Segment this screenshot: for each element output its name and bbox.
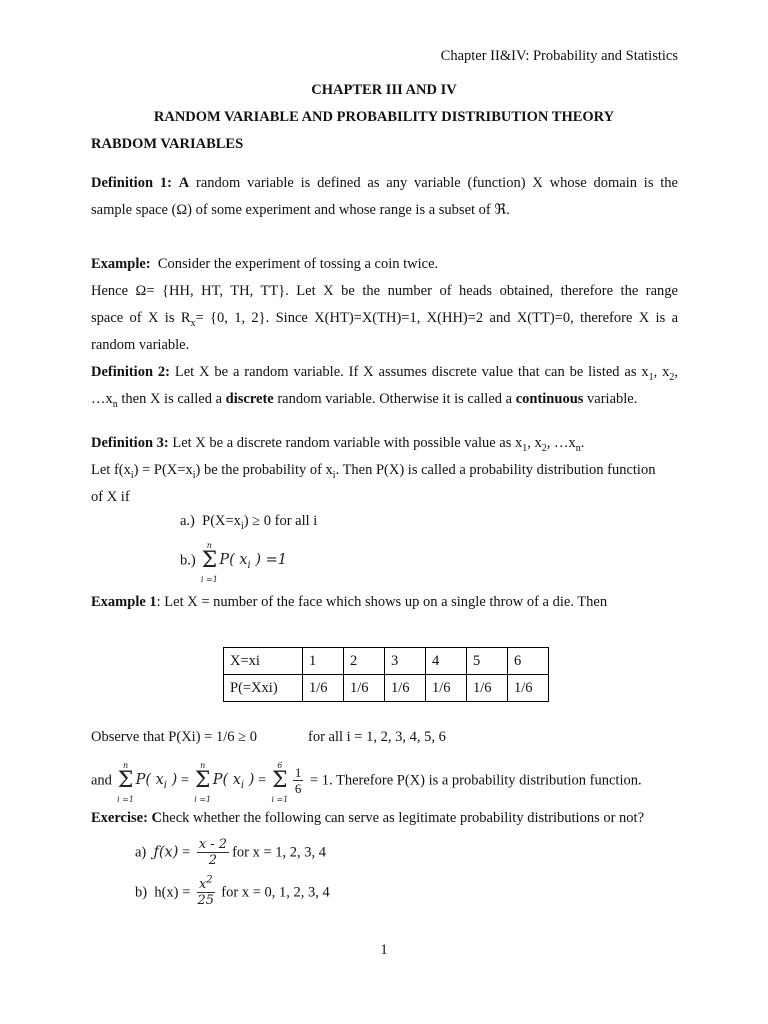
px-term <box>135 772 178 792</box>
example-line-3: random variable. <box>91 337 190 353</box>
numerator-x: x <box>198 877 207 892</box>
running-header: Chapter II&IV: Probability and Statistics <box>440 48 678 64</box>
def3-sub-i-2: i <box>192 469 196 481</box>
def3-sub-2: 2 <box>541 442 547 454</box>
condition-b-label: b.) <box>180 552 196 569</box>
definition-1-label: Definition 1: <box>91 175 172 191</box>
exercise-b-fraction <box>197 874 215 909</box>
def2-continuous: continuous <box>515 391 584 407</box>
example-text: Consider the experiment of tossing a coin twice. <box>157 256 439 272</box>
observe-line: Observe that P(Xi) = 1/6 ≥ 0 <box>91 729 257 745</box>
example-rx-subscript: x <box>190 317 196 329</box>
def2-text-2a: …x <box>91 391 113 407</box>
definition-3-line-1 <box>91 430 678 457</box>
sum-upper-limit: n <box>206 541 212 550</box>
table-cell: 6 <box>508 648 549 675</box>
def2-text-2b: then X is called a <box>117 391 226 407</box>
def2-discrete: discrete <box>225 391 274 407</box>
exercise-a-domain: for x = 1, 2, 3, 4 <box>232 844 327 861</box>
sum-expr-sub: i <box>247 560 251 572</box>
table-cell: X=xi <box>224 648 303 675</box>
def3-sep-2: , …x <box>546 435 576 451</box>
table-cell: 5 <box>467 648 508 675</box>
table-cell: 2 <box>344 648 385 675</box>
sum-lower-limit: i =1 <box>200 575 218 584</box>
definition-3-line-3: of X if <box>91 489 130 505</box>
example-1-text: : Let X = number of the face which shows up on a single throw of a die. Then <box>156 594 608 610</box>
definition-1-line-1 <box>91 170 678 197</box>
sum-expr-text: P( x <box>219 552 248 569</box>
exercise-a <box>135 837 326 869</box>
summation-symbol: n Σ i =1 <box>194 761 212 804</box>
summation-symbol: 6 Σ i =1 <box>271 761 289 804</box>
exercise-text: heck whether the following can serve as legitimate probability distributions or not? <box>162 810 645 826</box>
def3-sub-i-1: i <box>130 469 134 481</box>
condition-a-sub: i <box>240 520 244 532</box>
px-sub: i <box>163 780 167 792</box>
definition-1-bold-a: A <box>178 175 190 191</box>
px-text: P( x <box>212 772 241 789</box>
def3-l2a: Let f(x <box>91 462 131 478</box>
page-number: 1 <box>380 942 388 958</box>
condition-a <box>180 513 317 530</box>
one-sixth-fraction <box>293 765 304 797</box>
exercise-b-domain: for x = 0, 1, 2, 3, 4 <box>221 884 330 901</box>
example-line-2-b: = {0, 1, 2}. Since X(HT)=X(TH)=1, X(HH)=2 and X(TT)=0, therefore X is a <box>195 310 679 326</box>
table-cell: 1/6 <box>344 675 385 702</box>
condition-a-label: a.) <box>180 513 195 529</box>
sum-upper-limit: n <box>122 761 129 770</box>
definition-1-text-1: random variable is defined as any variable (function) X whose domain is the <box>196 175 678 191</box>
equals-sign: = <box>258 772 267 789</box>
exercise-b-label: b) <box>135 884 148 901</box>
sum-lower-limit: i =1 <box>117 795 135 804</box>
fraction-numerator: x - 2 <box>198 837 228 852</box>
condition-a-text: P(X=x <box>202 513 241 529</box>
def3-sep-1: , x <box>527 435 542 451</box>
px-text: P( x <box>135 772 164 789</box>
definition-3-line-2 <box>91 457 678 484</box>
equals-sign: = <box>180 772 190 789</box>
example-1-line <box>91 589 678 616</box>
example-label: Example: <box>91 256 151 272</box>
sum-upper-limit: n <box>200 761 206 770</box>
def2-comma: , <box>674 364 678 380</box>
px-sub: i <box>240 780 245 792</box>
fraction-denominator: 2 <box>208 853 218 868</box>
def2-sub-n: n <box>112 398 118 410</box>
example-line-1: Hence Ω= {HH, HT, TH, TT}. Let X be the number of heads obtained, therefore the range <box>91 283 678 299</box>
table-cell: 1/6 <box>467 675 508 702</box>
def2-sub-1: 1 <box>648 371 654 383</box>
def3-l2d: . Then P(X) is called a probability distribution function <box>335 462 656 478</box>
definition-2-text-1: Let X be a random variable. If X assumes discrete value that can be listed as x <box>174 364 649 380</box>
def3-dot: . <box>580 435 585 451</box>
def3-sub-i-3: i <box>332 469 336 481</box>
table-row <box>224 648 549 675</box>
px-term <box>212 772 255 792</box>
definition-2-line-1 <box>91 359 678 386</box>
def2-text-2c: random variable. Otherwise it is called a <box>273 391 516 407</box>
exercise-b-function: h(x) = <box>154 884 191 901</box>
definition-3-label: Definition 3: <box>91 435 169 451</box>
sum-expr-end: ) =1 <box>250 552 287 569</box>
example-intro <box>91 251 678 278</box>
fraction-denominator: 25 <box>197 893 215 908</box>
sum-upper-limit: 6 <box>277 761 283 770</box>
section-heading: RABDOM VARIABLES <box>91 136 244 152</box>
def2-text-2d: variable. <box>583 391 638 407</box>
fraction-numerator <box>197 874 215 893</box>
and-word: and <box>91 772 112 789</box>
def3-l2b: ) = P(X=x <box>133 462 193 478</box>
sum-equation <box>91 761 642 804</box>
exercise-a-label: a) <box>135 844 147 861</box>
condition-a-end: ) ≥ 0 for all i <box>243 513 318 529</box>
def2-sep-1: , x <box>653 364 670 380</box>
def3-sub-n: n <box>575 442 581 454</box>
fraction-numerator: 1 <box>294 765 302 780</box>
chapter-subtitle: RANDOM VARIABLE AND PROBABILITY DISTRIBUTION THEORY <box>153 109 615 125</box>
exercise-label: Exercise: <box>91 810 148 826</box>
chapter-title: CHAPTER III AND IV <box>311 82 457 98</box>
table-cell: P(=Xxi) <box>224 675 303 702</box>
table-cell: 1/6 <box>303 675 344 702</box>
exercise-a-fraction <box>197 837 229 869</box>
px-end: ) <box>166 772 178 789</box>
definition-2-line-2 <box>91 386 678 413</box>
def3-sub-1: 1 <box>522 442 528 454</box>
table-cell: 1 <box>303 648 344 675</box>
summation-symbol: n Σ i =1 <box>200 541 218 584</box>
exercise-line <box>91 805 678 832</box>
table-cell: 1/6 <box>508 675 549 702</box>
summation-symbol: n Σ i =1 <box>117 761 135 804</box>
def3-text-1: Let X be a discrete random variable with possible value as x <box>172 435 523 451</box>
def3-l2c: ) be the probability of x <box>195 462 333 478</box>
equals-sign: = <box>182 844 191 861</box>
exercise-b <box>135 874 330 909</box>
table-row <box>224 675 549 702</box>
exercise-a-function: ƒ(x) <box>153 844 179 861</box>
for-all-line: for all i = 1, 2, 3, 4, 5, 6 <box>308 729 446 745</box>
table-cell: 4 <box>426 648 467 675</box>
sum-expression <box>219 552 287 572</box>
example-line-2 <box>91 305 678 332</box>
definition-1-line-2: sample space (Ω) of some experiment and whose range is a subset of ℜ. <box>91 202 510 218</box>
sum-lower-limit: i =1 <box>194 795 212 804</box>
conclusion-text: = 1. Therefore P(X) is a probability distribution function. <box>309 772 642 789</box>
def2-sub-2: 2 <box>669 371 675 383</box>
px-end: ) <box>244 772 255 789</box>
fraction-denominator: 6 <box>294 781 302 796</box>
sum-lower-limit: i =1 <box>271 795 289 804</box>
table-cell: 3 <box>385 648 426 675</box>
exercise-bold-c: C <box>151 810 163 826</box>
table-cell: 1/6 <box>426 675 467 702</box>
condition-b <box>180 541 287 584</box>
table-cell: 1/6 <box>385 675 426 702</box>
definition-2-label: Definition 2: <box>91 364 170 380</box>
example-line-2-a: space of X is R <box>91 310 191 326</box>
example-1-label: Example 1 <box>91 594 157 610</box>
distribution-table <box>223 647 549 702</box>
numerator-exponent: 2 <box>206 874 213 886</box>
